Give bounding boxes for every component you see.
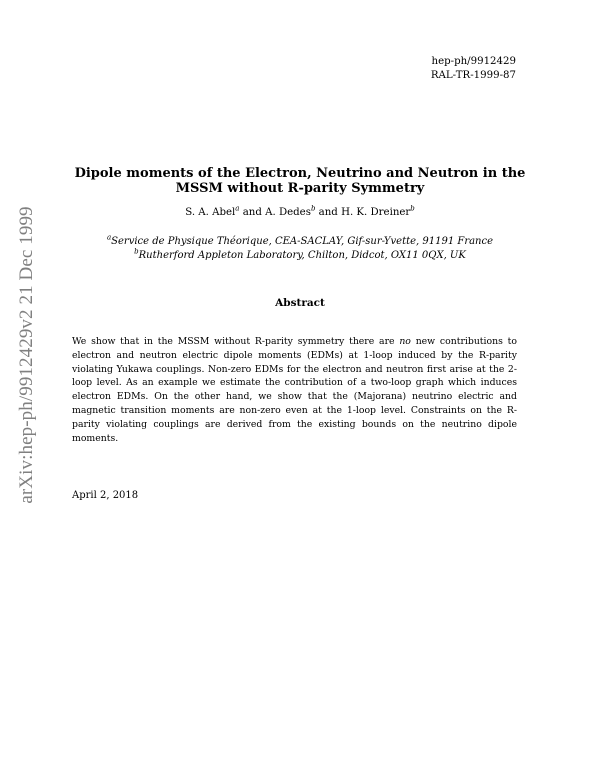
arxiv-identifier-stamp (17, 200, 37, 510)
author-affiliation-mark: b (410, 204, 415, 213)
report-numbers (431, 55, 516, 83)
author-name: A. Dedes (265, 207, 311, 218)
affiliation-text: Service de Physique Théorique, CEA-SACLAY, Gif-sur-Yvette, 91191 France (111, 236, 494, 247)
author-name: S. A. Abel (185, 207, 236, 218)
affiliation-mark: a (106, 233, 112, 242)
report-number-ral: RAL-TR-1999-87 (430, 70, 516, 81)
paper-title (60, 166, 540, 196)
report-number-hep-ph: hep-ph/9912429 (431, 56, 516, 67)
abstract-heading: Abstract (275, 297, 325, 309)
abstract-emphasis: no (399, 336, 411, 347)
author-name: H. K. Dreiner (341, 207, 411, 218)
abstract-body (72, 335, 517, 445)
affiliation-a (60, 235, 540, 249)
abstract-text-start: We show that in the MSSM without R-parity symmetry there are (72, 336, 400, 347)
author-list (60, 204, 540, 218)
affiliation-mark: b (134, 247, 139, 256)
title-line-1: Dipole moments of the Electron, Neutrino and Neutron in the (74, 166, 526, 181)
affiliation-b (60, 249, 540, 263)
author-separator: and (239, 207, 266, 218)
affiliations (60, 235, 540, 263)
author-affiliation-mark: a (235, 204, 240, 213)
title-line-2: MSSM without R-parity Symmetry (175, 181, 425, 196)
paper-date: April 2, 2018 (72, 490, 139, 501)
arxiv-stamp-text: arXiv:hep-ph/9912429v2 21 Dec 1999 (16, 206, 37, 504)
author-separator: and (315, 207, 342, 218)
author-affiliation-mark: b (310, 204, 316, 213)
affiliation-text: Rutherford Appleton Laboratory, Chilton, Didcot, OX11 0QX, UK (138, 250, 466, 261)
abstract-text-rest: new contributions to electron and neutron electric dipole moments (EDMs) at 1-loop induced by the R-parity violating Yukawa couplings. Non-zero EDMs for the electron and neutron first arise at the 2-loop level. As an example we estimate the contribution of a two-loop graph which induces electron EDMs. On the other hand, we show that the (Majorana) neutrino electric and magnetic transition moments are non-zero even at the 1-loop level. Constraints on the R-parity violating couplings are derived from the existing bounds on the neutrino dipole moments. (72, 336, 517, 444)
